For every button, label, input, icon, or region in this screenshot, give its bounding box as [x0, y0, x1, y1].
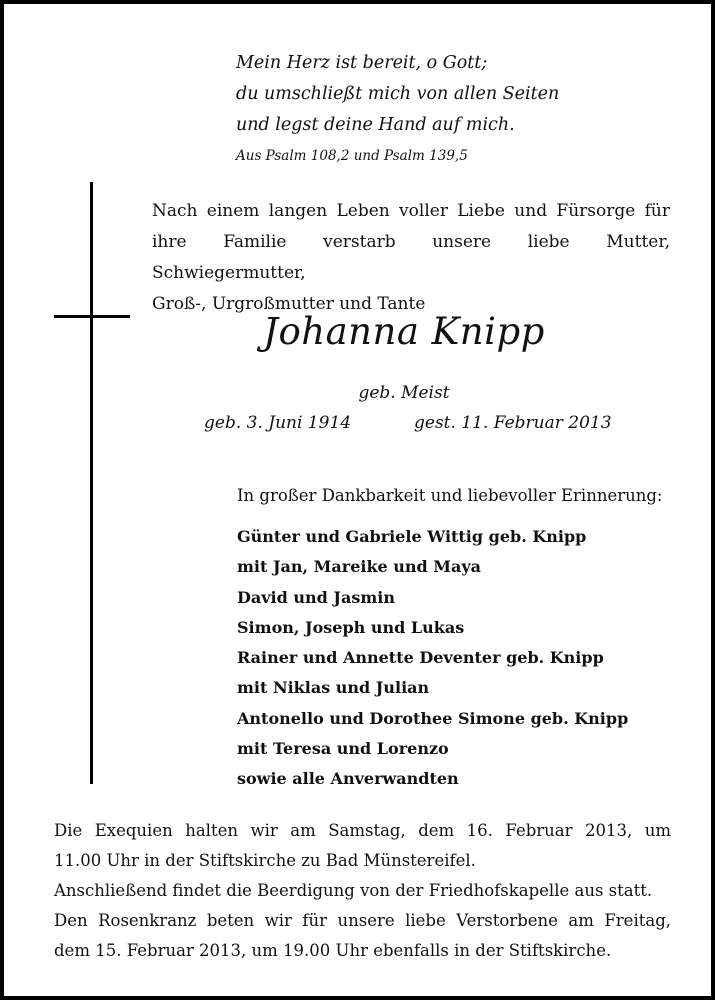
intro-line: ihre Familie verstarb unsere liebe Mutter, Schwiegermutter,	[152, 232, 670, 283]
verse-line: Mein Herz ist bereit, o Gott;	[236, 53, 488, 73]
list-item: Simon, Joseph und Lukas	[237, 617, 465, 637]
funeral-line: Anschließend findet die Beerdigung von der Friedhofskapelle aus statt.	[54, 881, 653, 900]
list-item: David und Jasmin	[237, 587, 395, 607]
cross-icon	[90, 182, 93, 784]
list-item: sowie alle Anverwandten	[237, 769, 459, 789]
intro-line: Nach einem langen Leben voller Liebe und Fürsorge für	[152, 201, 670, 221]
list-item: Antonello und Dorothee Simone geb. Knipp	[237, 708, 629, 728]
list-item: Günter und Gabriele Wittig geb. Knipp	[237, 527, 587, 546]
list-item: mit Teresa und Lorenzo	[237, 739, 449, 759]
gratitude-line: In großer Dankbarkeit und liebevoller Erinnerung:	[237, 486, 663, 505]
birth-date: geb. 3. Juni 1914	[204, 413, 352, 433]
list-item: mit Jan, Mareike und Maya	[237, 557, 482, 577]
funeral-line: Den Rosenkranz beten wir für unsere liebe Verstorbene am Freitag,	[54, 911, 671, 930]
list-item: mit Niklas und Julian	[237, 678, 430, 698]
funeral-line: 11.00 Uhr in der Stiftskirche zu Bad Münstereifel.	[54, 851, 476, 870]
death-date: gest. 11. Februar 2013	[414, 413, 612, 433]
intro-text	[152, 196, 670, 320]
funeral-line: Die Exequien halten wir am Samstag, dem 16. Februar 2013, um	[54, 821, 671, 840]
funeral-line: dem 15. Februar 2013, um 19.00 Uhr ebenfalls in der Stiftskirche.	[54, 941, 612, 960]
list-item: Rainer und Annette Deventer geb. Knipp	[237, 648, 604, 668]
verse-source: Aus Psalm 108,2 und Psalm 139,5	[236, 148, 468, 164]
intro-line: Groß-, Urgroßmutter und Tante	[152, 294, 426, 314]
funeral-details	[54, 816, 671, 966]
maiden-name: geb. Meist	[358, 383, 450, 403]
psalm-verse	[236, 48, 676, 141]
verse-line: und legst deine Hand auf mich.	[236, 115, 515, 135]
mourners-list	[237, 522, 628, 795]
verse-line: du umschließt mich von allen Seiten	[236, 84, 560, 104]
deceased-name: Johanna Knipp	[263, 310, 545, 353]
